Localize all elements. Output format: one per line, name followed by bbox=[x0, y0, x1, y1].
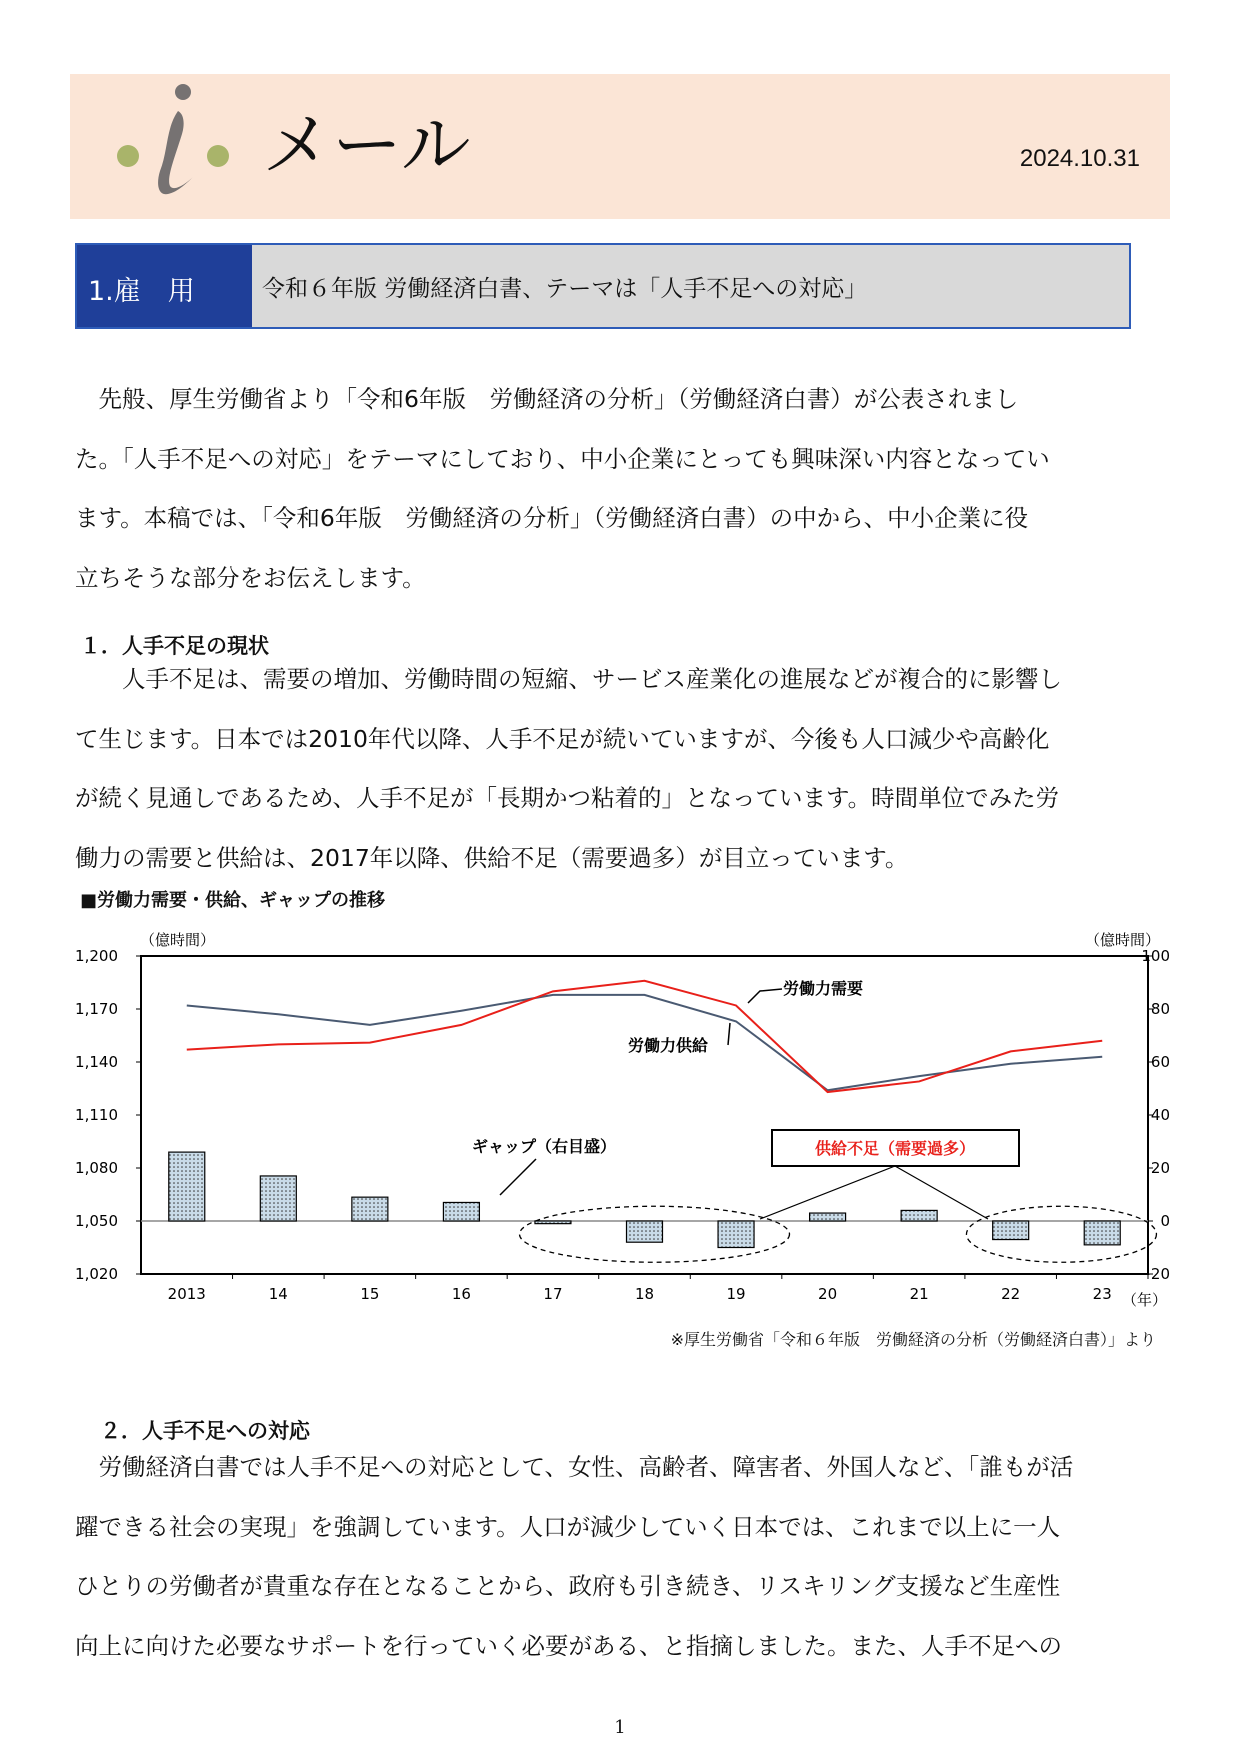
paragraph-line: 立ちそうな部分をお伝えします。 bbox=[75, 563, 426, 592]
gap-bar bbox=[993, 1221, 1029, 1240]
gap-bar bbox=[352, 1197, 388, 1221]
part2-paragraph bbox=[75, 1438, 1175, 1676]
left-axis-unit: （億時間） bbox=[140, 931, 216, 949]
left-tick-label: 1,020 bbox=[75, 1265, 118, 1283]
paragraph-line: て生じます。日本では2010年代以降、人手不足が続いていますが、今後も人口減少や高齢化 bbox=[75, 724, 1050, 753]
paragraph-line: 躍できる社会の実現」を強調しています。人口が減少していく日本では、これまで以上に一人 bbox=[75, 1512, 1061, 1541]
gap-leader-line bbox=[500, 1159, 536, 1195]
annotation-pointers bbox=[760, 1166, 988, 1219]
section-number: 1.雇 用 bbox=[88, 276, 195, 307]
demand-leader-line bbox=[748, 989, 782, 1003]
paragraph-line: が続く見通しであるため、人手不足が「長期かつ粘着的」となっています。時間単位でみた労 bbox=[75, 784, 1060, 812]
paragraph-line: 労働経済白書では人手不足への対応として、女性、高齢者、障害者、外国人など、「誰もが活 bbox=[75, 1453, 1074, 1481]
x-tick-label: 23 bbox=[1092, 1285, 1112, 1303]
x-tick-label: 15 bbox=[360, 1285, 380, 1303]
x-tick-label: 14 bbox=[268, 1285, 288, 1303]
logo-dot-left-icon bbox=[117, 145, 139, 167]
right-tick-label: 20 bbox=[1150, 1159, 1170, 1177]
gap-bar bbox=[810, 1213, 846, 1221]
series-label-gap: ギャップ（右目盛） bbox=[472, 1137, 617, 1156]
x-tick-label: 19 bbox=[726, 1285, 746, 1303]
paragraph-line: 働力の需要と供給は、2017年以降、供給不足（需要過多）が目立っています。 bbox=[75, 843, 909, 872]
gap-bar bbox=[260, 1176, 296, 1221]
gap-bar bbox=[718, 1221, 754, 1248]
shortage-annotation: 供給不足（需要過多） bbox=[814, 1139, 976, 1158]
page-number: 1 bbox=[614, 1717, 626, 1738]
left-tick-label: 1,050 bbox=[75, 1212, 118, 1230]
x-tick-label: 2013 bbox=[167, 1285, 206, 1303]
part1-paragraph bbox=[75, 650, 1175, 888]
chart-caption: ■労働力需要・供給、ギャップの推移 bbox=[80, 890, 386, 911]
x-tick-label: 17 bbox=[543, 1285, 563, 1303]
series-label-demand: 労働力需要 bbox=[783, 979, 864, 998]
x-tick-label: 22 bbox=[1001, 1285, 1021, 1303]
x-tick-label: 16 bbox=[451, 1285, 471, 1303]
gap-bar bbox=[443, 1202, 479, 1221]
paragraph-line: 向上に向けた必要なサポートを行っていく必要がある、と指摘しました。また、人手不足への bbox=[75, 1631, 1062, 1660]
left-tick-label: 1,200 bbox=[75, 947, 118, 965]
gap-bar bbox=[1084, 1221, 1120, 1245]
intro-paragraph bbox=[75, 370, 1175, 608]
heading-labor-shortage-response: ２．人手不足への対応 bbox=[100, 1419, 310, 1443]
gap-bar bbox=[627, 1221, 663, 1242]
right-tick-label: −20 bbox=[1138, 1265, 1170, 1283]
left-tick-label: 1,110 bbox=[75, 1106, 118, 1124]
masthead-title: メール bbox=[262, 104, 471, 186]
paragraph-line: た。「人手不足への対応」をテーマにしており、中小企業にとっても興味深い内容となってい bbox=[75, 444, 1050, 473]
labor-gap-chart bbox=[60, 925, 1190, 1315]
paragraph-line: 先般、厚生労働省より「令和6年版 労働経済の分析」（労働経済白書）が公表されまし bbox=[75, 385, 1019, 413]
gap-bar bbox=[169, 1152, 205, 1221]
gap-bar bbox=[901, 1210, 937, 1221]
gap-bar bbox=[535, 1221, 571, 1224]
x-tick-label: 18 bbox=[634, 1285, 655, 1303]
left-tick-label: 1,140 bbox=[75, 1053, 118, 1071]
section-title: 令和６年版 労働経済白書、テーマは「人手不足への対応」 bbox=[262, 276, 868, 302]
left-tick-label: 1,080 bbox=[75, 1159, 118, 1177]
right-tick-label: 0 bbox=[1160, 1212, 1170, 1230]
issue-date: 2024.10.31 bbox=[1019, 145, 1140, 172]
paragraph-line: ひとりの労働者が貴重な存在となることから、政府も引き続き、リスキリング支援など生産性 bbox=[75, 1572, 1061, 1600]
right-tick-label: 60 bbox=[1150, 1053, 1170, 1071]
x-tick-label: 20 bbox=[818, 1285, 838, 1303]
x-axis-unit: （年） bbox=[1122, 1291, 1168, 1309]
right-tick-label: 40 bbox=[1150, 1106, 1170, 1124]
x-tick-label: 21 bbox=[909, 1285, 929, 1303]
paragraph-line: ます。本稿では、「令和6年版 労働経済の分析」（労働経済白書）の中から、中小企業に役 bbox=[75, 504, 1029, 532]
heading-labor-shortage-status: １．人手不足の現状 bbox=[80, 634, 269, 658]
paragraph-line: 人手不足は、需要の増加、労働時間の短縮、サービス産業化の進展などが複合的に影響し bbox=[75, 665, 1062, 693]
right-axis-unit: （億時間） bbox=[1085, 931, 1161, 949]
supply-leader-line bbox=[728, 1023, 730, 1045]
figure-source: ※厚生労働省「令和６年版 労働経済の分析（労働経済白書）」より bbox=[670, 1330, 1156, 1349]
logo-i-icon bbox=[138, 76, 218, 206]
left-tick-label: 1,170 bbox=[75, 1000, 118, 1018]
series-label-supply: 労働力供給 bbox=[628, 1036, 709, 1055]
right-tick-label: 100 bbox=[1141, 947, 1170, 965]
right-tick-label: 80 bbox=[1150, 1000, 1170, 1018]
